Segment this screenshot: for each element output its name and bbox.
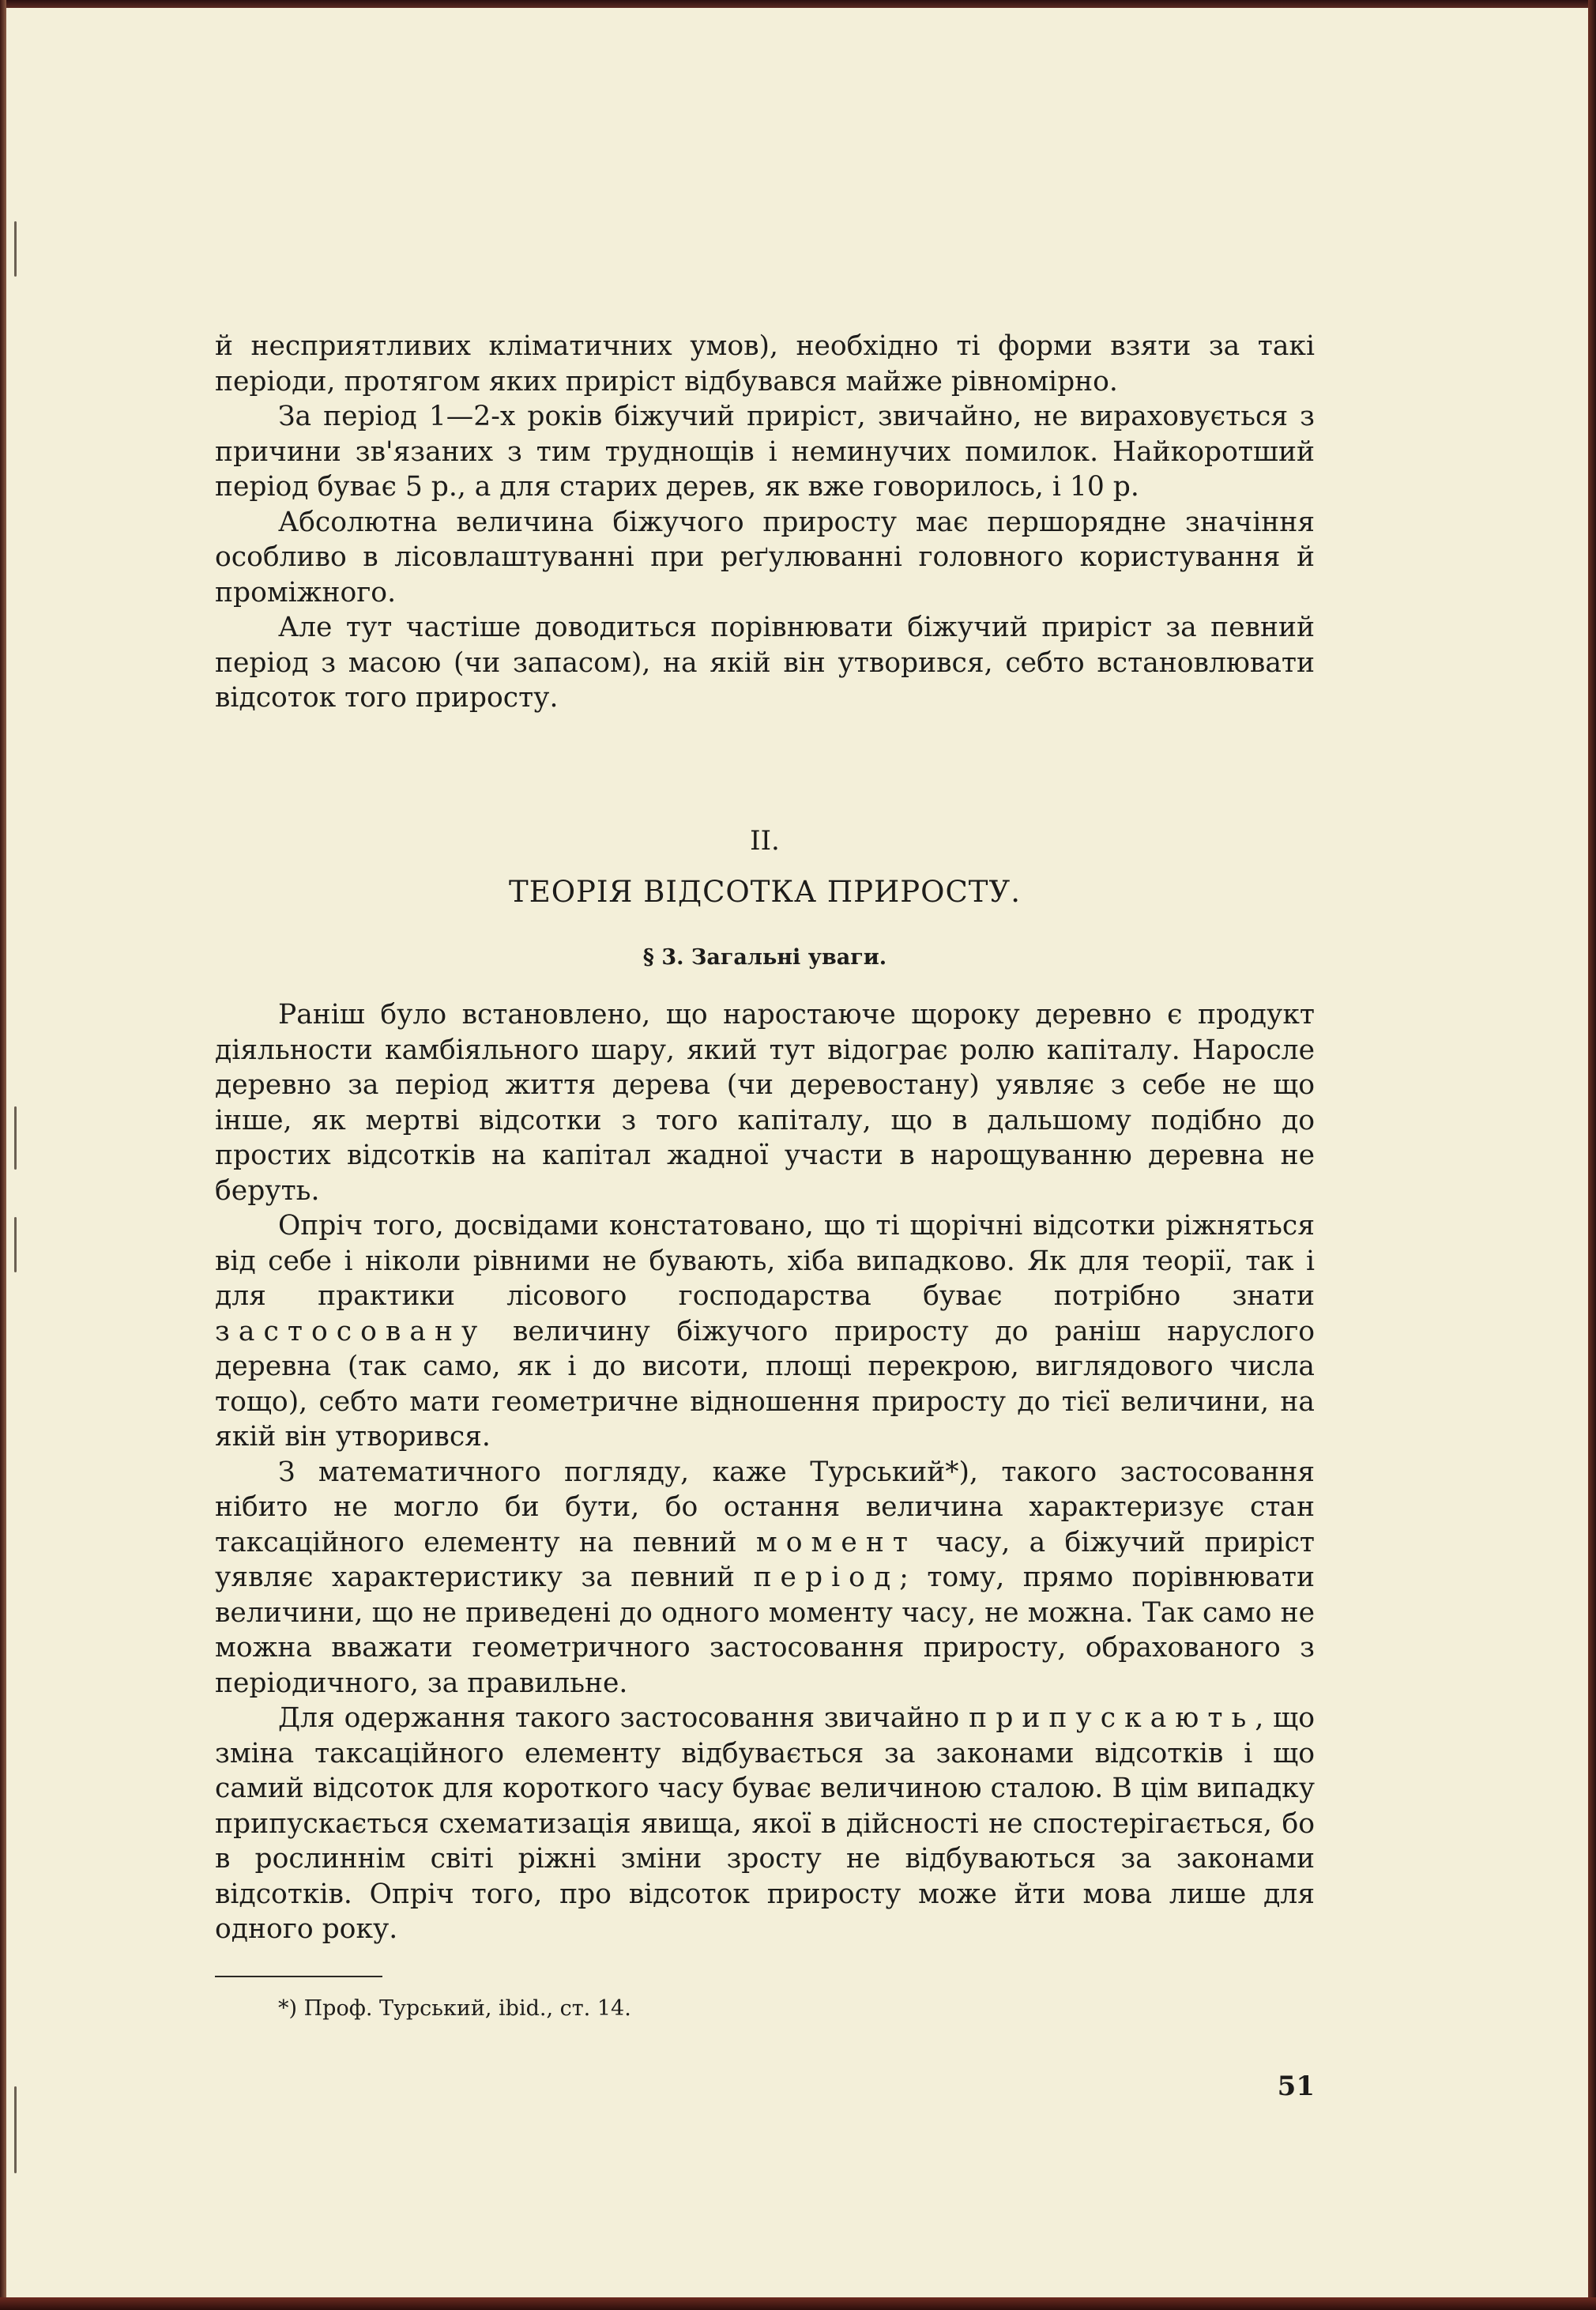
scan-border-bottom (0, 2297, 1596, 2310)
text-run: часу, а біжучий приріст уявляє характеристику за певний (215, 1526, 1316, 1593)
binding-mark (14, 2086, 17, 2173)
intro-text (215, 329, 1315, 716)
text-run: З математичного погляду, каже Турський*), такого застосовання нібито не могло би бути, бо остання величина характеризує стан таксаційного елементу на певний (215, 1456, 1315, 1558)
text-run: Опріч того, досвідами констатовано, що ті щорічні відсотки ріжняться від себе і ніколи рівними не бувають, хіба випадково. Як для теорії, так і для практики лісового господарства буває потрібно знати (215, 1210, 1315, 1312)
paragraph: Абсолютна величина біжучого приросту має першорядне значіння особливо в лісовлаштуванні при реґулюванні головного користування й проміжного. (215, 506, 1315, 609)
scan-border-right (1588, 0, 1596, 2310)
text-run: Для одержання такого застосовання звичайно (278, 1702, 969, 1734)
paragraph (215, 1208, 1315, 1455)
paragraph: Але тут частіше доводиться порівнювати біжучий приріст за певний період з масою (чи запасом), на якій він утворився, себто встановлювати відсоток того приросту. (215, 612, 1315, 714)
emphasis-spaced: період (753, 1562, 900, 1593)
paragraph: й несприятливих кліматичних умов), необхідно ті форми взяти за такі періоди, протягом яких приріст відбувався майже рівномірно. (215, 330, 1315, 398)
scan-border-left (0, 0, 6, 2310)
page-number: 51 (1277, 2071, 1315, 2102)
binding-mark (14, 1106, 17, 1170)
paragraph: Раніш було встановлено, що наростаюче щороку деревно є продукт діяльности камбіяльного шару, який тут відограє ролю капіталу. Наросле деревно за період життя дерева (чи деревостану) уявляє з себе не що інше, як мертві відсотки з того капіталу, що в дальшому подібно до простих відсотків на капітал жадної участи в нарощуванню деревна не беруть. (215, 999, 1315, 1207)
subsection-heading: § 3. Загальні уваги. (642, 945, 887, 970)
text-run: величину біжучого приросту до раніш наруслого деревна (так само, як і до висоти, площі перекрою, виглядового числа тощо), себто мати геометричне відношення приросту до тієї величини, на якій він утворився. (215, 1315, 1315, 1453)
emphasis-spaced: застосовану (215, 1315, 487, 1347)
scan-border-top (0, 0, 1596, 8)
paragraph: За період 1—2-х років біжучий приріст, звичайно, не вираховується з причини зв'язаних з тим труднощів і неминучих помилок. Найкоротший період буває 5 р., а для старих дерев, як вже говорилось, і 10 р. (215, 401, 1315, 503)
section-title: ТЕОРІЯ ВІДСОТКА ПРИРОСТУ. (509, 875, 1021, 909)
footnote: *) Проф. Турський, ibid., ст. 14. (278, 1996, 631, 2021)
binding-mark (14, 1217, 17, 1272)
paragraph (215, 1455, 1315, 1701)
section-numeral: II. (750, 825, 780, 857)
footnote-separator (215, 1976, 382, 1977)
paragraph (215, 1701, 1315, 1947)
text-run: ; тому, прямо порівнювати величини, що не приведені до одного моменту часу, не можна. Так само не можна вважати геометричного застосовання приросту, обрахованого з періодичного, за правильне. (215, 1562, 1315, 1699)
text-run: , що зміна таксаційного елементу відбувається за законами відсотків і що самий відсоток для короткого часу буває величиною сталою. В цім випадку припускається схематизація явища, якої в дійсності не спостерігається, бо в рослиннім світі ріжні зміни зросту не відбуваються за законами відсотків. Опріч того, про відсоток приросту може йти мова лише для одного року. (215, 1702, 1316, 1945)
emphasis-spaced: припускають (969, 1702, 1255, 1734)
binding-mark (14, 221, 17, 277)
body-text (215, 997, 1315, 1947)
emphasis-spaced: момент (755, 1526, 917, 1558)
